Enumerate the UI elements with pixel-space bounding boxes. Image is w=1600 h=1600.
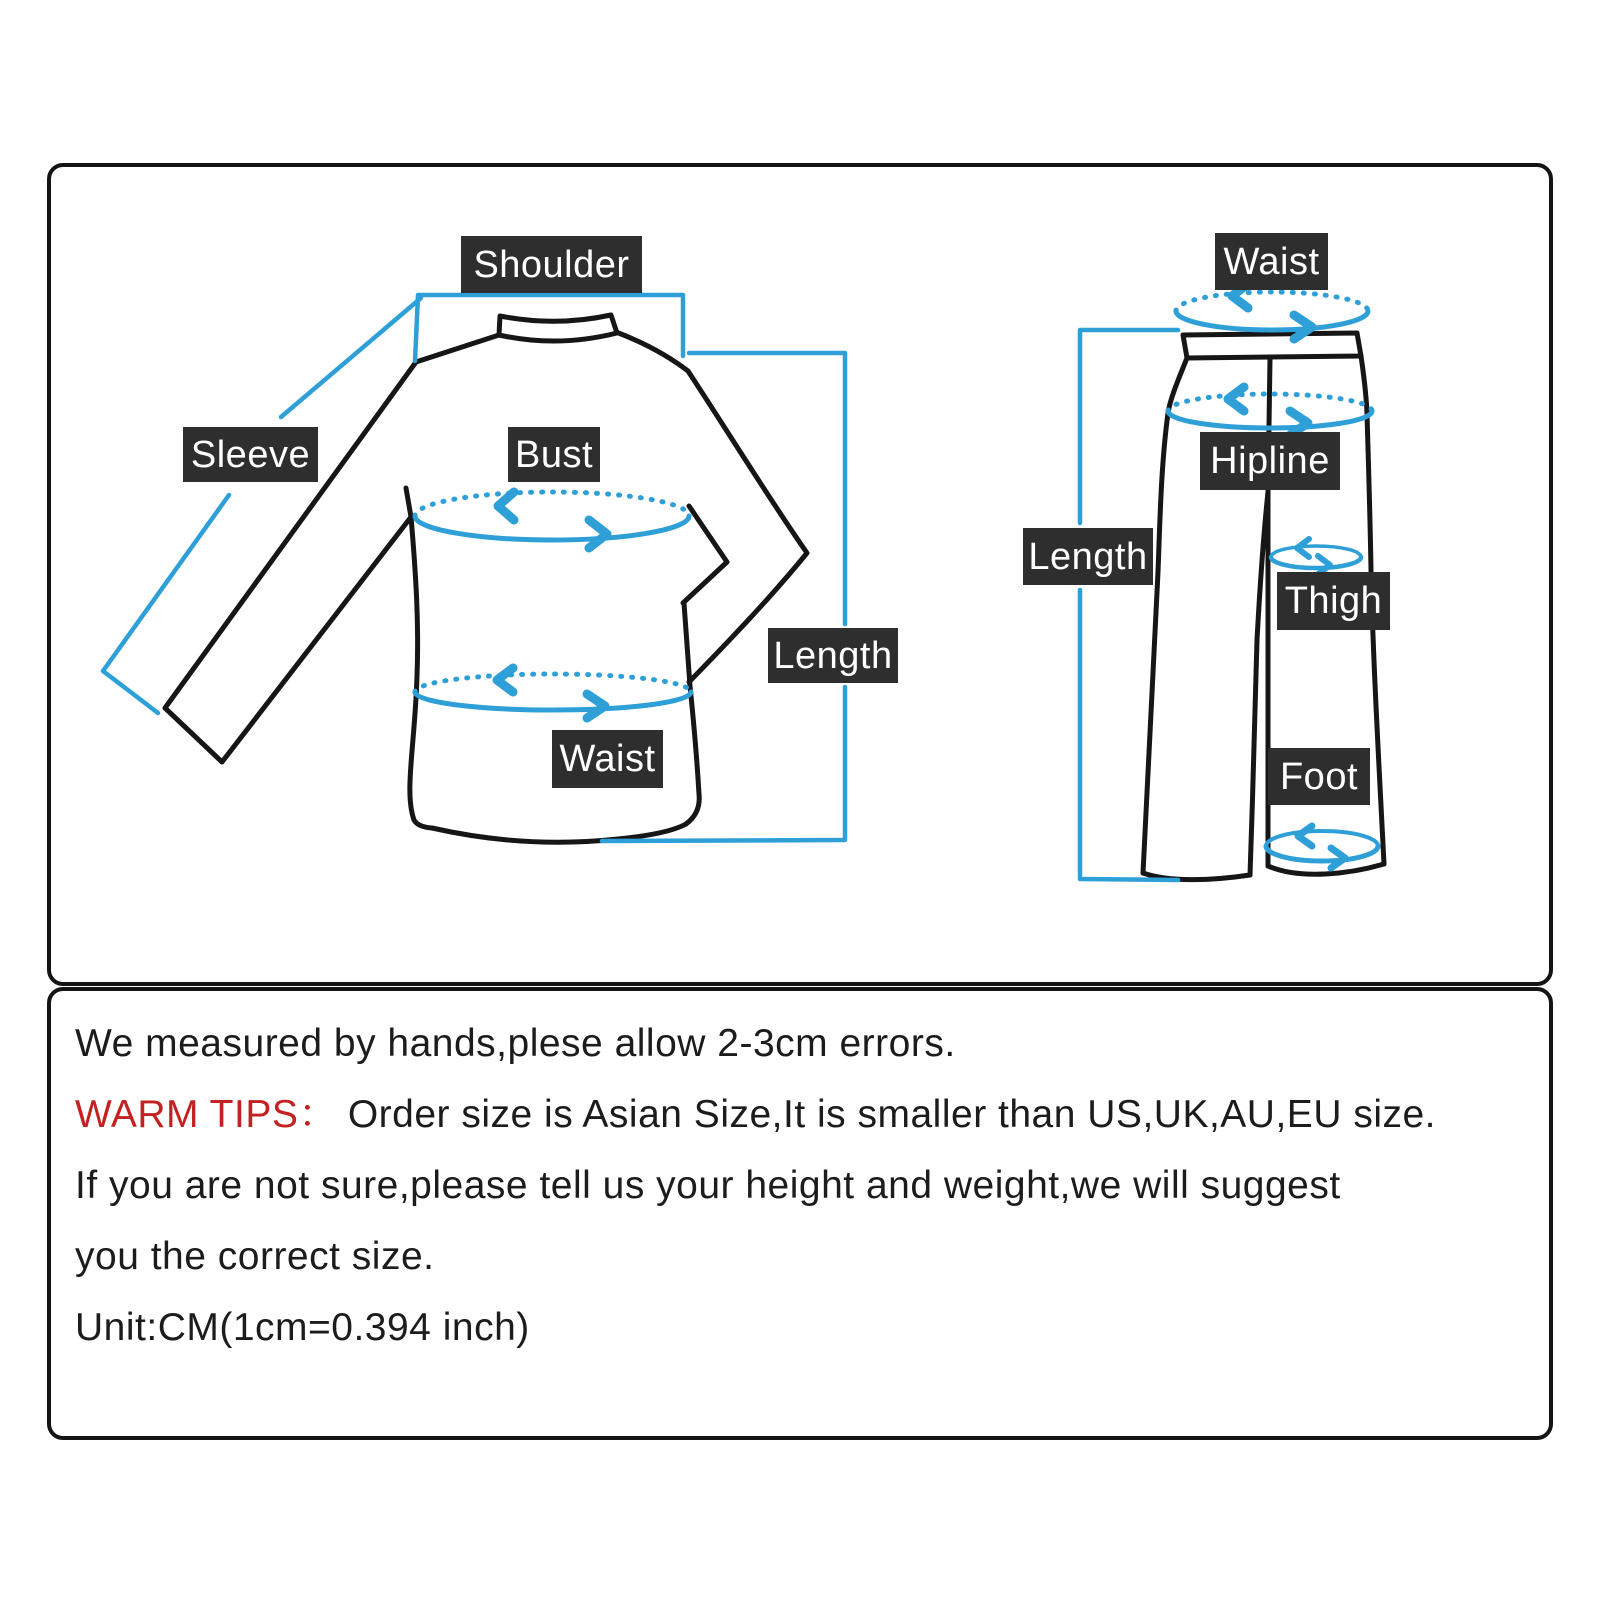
shirt-sleeve-label: Sleeve bbox=[183, 427, 318, 482]
pants-length-label: Length bbox=[1023, 528, 1153, 585]
measurement-notes bbox=[75, 1008, 1525, 1363]
note-line-unit: Unit:CM(1cm=0.394 inch) bbox=[75, 1306, 530, 1349]
note-line-errors: We measured by hands,plese allow 2-3cm errors. bbox=[75, 1022, 956, 1065]
pants-thigh-label: Thigh bbox=[1277, 572, 1390, 630]
note-line-suggest-1: If you are not sure,please tell us your height and weight,we will suggest bbox=[75, 1164, 1341, 1207]
shirt-bust-label: Bust bbox=[508, 427, 600, 482]
pants-foot-label: Foot bbox=[1268, 748, 1370, 805]
pants-waist-label: Waist bbox=[1215, 233, 1328, 290]
note-line-suggest-2: you the correct size. bbox=[75, 1235, 435, 1278]
note-line-warm-tips bbox=[75, 1079, 1525, 1150]
warm-tips-text: Order size is Asian Size,It is smaller than US,UK,AU,EU size. bbox=[347, 1093, 1437, 1136]
pants-hipline-label: Hipline bbox=[1200, 432, 1340, 490]
shirt-waist-label: Waist bbox=[552, 730, 663, 788]
warm-tips-label: WARM TIPS： bbox=[75, 1093, 338, 1136]
shirt-length-label: Length bbox=[768, 628, 898, 683]
shirt-shoulder-label: Shoulder bbox=[461, 236, 642, 293]
